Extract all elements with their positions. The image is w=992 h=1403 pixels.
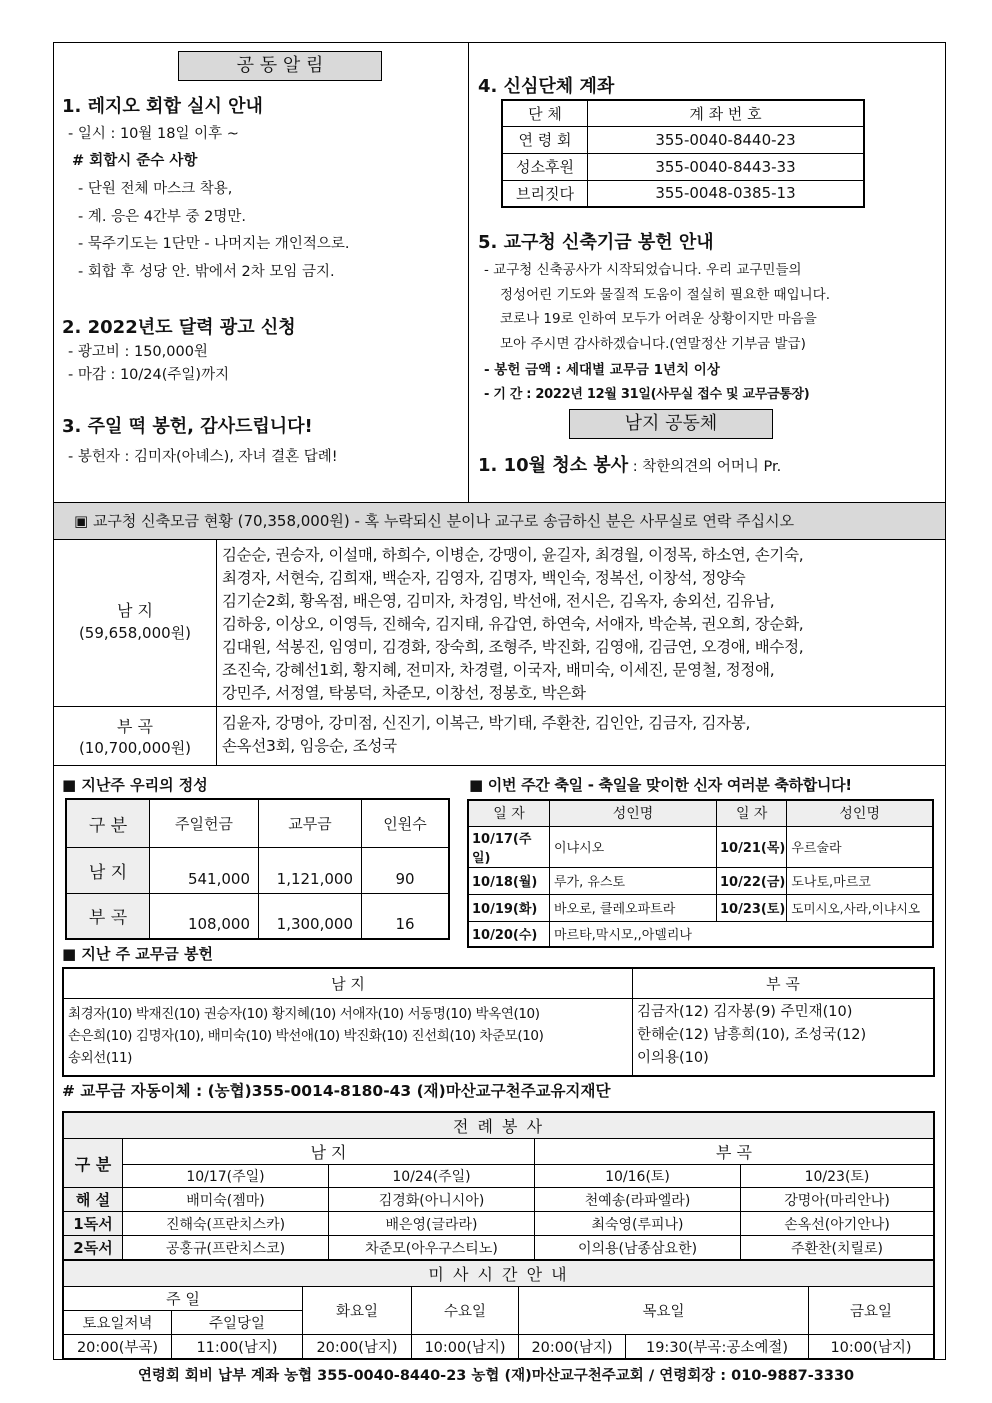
feast-header: 일 자	[468, 800, 550, 826]
offering-value: 1,121,000	[259, 847, 362, 893]
mass-time: 19:30(부곡:공소예절)	[626, 1335, 809, 1360]
regio-rule: - 묵주기도는 1단만 - 나머지는 개인적으로.	[78, 236, 350, 252]
liturgy-server: 공홍규(프란치스코)	[123, 1236, 329, 1261]
feast-saint: 우르술라	[787, 826, 933, 867]
donor-line: 김대원, 석봉진, 임영미, 김경화, 장숙희, 조형주, 박진화, 김영애, 김금연, 오경애, 배수정,	[222, 638, 804, 656]
regio-heading: 1. 레지오 회합 실시 안내	[62, 96, 263, 117]
donor-line: 강민주, 서정열, 탁봉덕, 차준모, 이창선, 정봉호, 박은화	[222, 684, 586, 702]
liturgy-namji: 남 지	[123, 1139, 535, 1165]
tithe-line: 송외선(11)	[68, 1049, 133, 1066]
feast-header: 성인명	[550, 800, 717, 826]
liturgy-title: 전 례 봉 사	[63, 1112, 934, 1139]
liturgy-server: 이의용(남종삼요한)	[535, 1236, 741, 1261]
account-group: 브리짓다	[502, 180, 588, 207]
tithe-line: 김금자(12) 김자봉(9) 주민재(10)	[637, 1003, 853, 1020]
notice-title: 공 동 알 림	[178, 51, 382, 81]
feast-saint: 마르타,막시모,,아델리나	[550, 921, 934, 947]
tithe-header: 부 곡	[633, 968, 935, 998]
liturgy-server: 김경화(아니시아)	[329, 1188, 535, 1212]
rice-cake-donor: - 봉헌자 : 김미자(아녜스), 자녀 결혼 답례!	[68, 449, 338, 465]
fund-line: - 교구청 신축공사가 시작되었습니다. 우리 교구민들의	[484, 262, 802, 278]
offering-header: 교무금	[259, 799, 362, 847]
liturgy-server: 최숙영(루피나)	[535, 1212, 741, 1236]
mass-tue: 화요일	[303, 1287, 412, 1335]
mass-time: 10:00(남지)	[809, 1335, 935, 1360]
calendar-heading: 2. 2022년도 달력 광고 신청	[62, 317, 296, 338]
donor-divider	[216, 539, 217, 765]
liturgy-server: 배은영(글라라)	[329, 1212, 535, 1236]
tithe-bugok-list	[633, 998, 935, 1076]
regio-rule: - 회합 후 성당 안. 밖에서 2차 모임 금지.	[78, 264, 335, 280]
accounts-table	[501, 99, 865, 208]
bugok-donor-list	[222, 712, 942, 758]
mass-time: 20:00(부곡)	[63, 1335, 172, 1360]
feast-date: 10/23(토)	[717, 894, 787, 921]
account-group: 연 령 회	[502, 126, 588, 153]
section-rule	[53, 539, 946, 540]
liturgy-role: 2독서	[63, 1236, 123, 1261]
liturgy-role: 1독서	[63, 1212, 123, 1236]
feast-table	[467, 799, 934, 948]
tithe-line: 최경자(10) 박재진(10) 권승자(10) 황지혜(10) 서애자(10) 서동명(10) 박옥연(10)	[68, 1005, 540, 1022]
mass-fri: 금요일	[809, 1287, 935, 1335]
liturgy-server: 주환찬(치릴로)	[741, 1236, 935, 1261]
mass-time: 20:00(남지)	[519, 1335, 626, 1360]
namji-label: 남 지	[117, 601, 153, 620]
fund-amount: - 봉헌 금액 : 세대별 교무금 1년치 이상	[484, 362, 720, 378]
calendar-fee: - 광고비 : 150,000원	[68, 344, 208, 360]
feast-date: 10/19(화)	[468, 894, 550, 921]
community-title: 남지 공동체	[569, 409, 773, 439]
mass-title: 미 사 시 간 안 내	[63, 1260, 934, 1287]
offering-group: 남 지	[66, 847, 150, 893]
account-number: 355-0048-0385-13	[588, 180, 865, 207]
tithe-line: 한해순(12) 남흥희(10), 조성국(12)	[637, 1026, 867, 1043]
regio-rule: - 단원 전체 마스크 착용,	[78, 181, 233, 197]
liturgy-date: 10/16(토)	[535, 1165, 741, 1188]
donor-line: 김기순2회, 황옥점, 배은영, 김미자, 차경임, 박선애, 전시은, 김옥자, 송외선, 김유남,	[222, 592, 775, 610]
column-divider	[468, 42, 469, 502]
feast-saint: 도미시오,사라,이냐시오	[787, 894, 933, 921]
offering-value: 108,000	[150, 893, 259, 939]
mass-time: 20:00(남지)	[303, 1335, 412, 1360]
section-rule	[53, 765, 946, 766]
donor-line: 김윤자, 강명아, 강미점, 신진기, 이복근, 박기태, 주환찬, 김인안, 김금자, 김자봉,	[222, 714, 751, 732]
accounts-header: 단 체	[502, 100, 588, 126]
account-group: 성소후원	[502, 153, 588, 180]
donor-line: 손옥선3회, 임응순, 조성국	[222, 737, 397, 755]
mass-table	[62, 1259, 935, 1360]
tithe-title: ■ 지난 주 교무금 봉헌	[62, 945, 213, 963]
namji-amount: (59,658,000원)	[78, 624, 192, 642]
offering-header: 인원수	[362, 799, 450, 847]
fund-line: 코로나 19로 인하여 모두가 어려운 상황이지만 마음을	[500, 311, 817, 327]
feast-saint: 도나토,마르코	[787, 867, 933, 894]
cleaning-label: 1. 10월 청소 봉사	[478, 455, 629, 476]
mass-time: 11:00(남지)	[172, 1335, 303, 1360]
liturgy-gubun: 구 분	[63, 1139, 123, 1188]
fund-period: - 기 간 : 2022년 12월 31일(사무실 접수 및 교무금통장)	[484, 387, 810, 402]
accounts-heading: 4. 신심단체 계좌	[478, 76, 615, 97]
mass-sunday: 주 일	[63, 1287, 303, 1311]
building-banner: ▣ 교구청 신축모금 현황 (70,358,000원) - 혹 누락되신 분이나 교구로 송금하신 분은 사무실로 연락 주십시오	[54, 503, 945, 539]
donor-line: 조진숙, 강혜선1회, 황지혜, 전미자, 차경렬, 이국자, 배미숙, 이세진, 문영철, 정정애,	[222, 661, 775, 679]
liturgy-role: 해 설	[63, 1188, 123, 1212]
namji-donor-list	[222, 544, 942, 705]
liturgy-date: 10/17(주일)	[123, 1165, 329, 1188]
tithe-line: 손은희(10) 김명자(10), 배미숙(10) 박선애(10) 박진화(10) 진선희(10) 차준모(10)	[68, 1027, 544, 1044]
liturgy-server: 배미숙(젬마)	[123, 1188, 329, 1212]
liturgy-server: 강명아(마리안나)	[741, 1188, 935, 1212]
offering-value: 90	[362, 847, 450, 893]
mass-sun-day: 주일당일	[172, 1311, 303, 1335]
feast-date: 10/17(주일)	[468, 826, 550, 867]
donor-line: 김하웅, 이상오, 이영득, 진해숙, 김지태, 유갑연, 하연숙, 서애자, 박순복, 권오희, 장순화,	[222, 615, 804, 633]
cleaning-service	[478, 451, 781, 477]
regio-rule: - 계. 응은 4간부 중 2명만.	[78, 209, 247, 225]
offering-value: 541,000	[150, 847, 259, 893]
feast-saint: 이냐시오	[550, 826, 717, 867]
account-number: 355-0040-8440-23	[588, 126, 865, 153]
tithe-table	[62, 967, 935, 1077]
mass-sat-eve: 토요일저녁	[63, 1311, 172, 1335]
bugok-label: 부 곡	[117, 717, 153, 736]
fund-line: 정성어린 기도와 물질적 도움이 절실히 필요한 때입니다.	[500, 287, 830, 303]
liturgy-server: 진해숙(프란치스카)	[123, 1212, 329, 1236]
offering-title: ■ 지난주 우리의 정성	[62, 776, 208, 794]
feast-date: 10/20(수)	[468, 921, 550, 947]
feast-header: 일 자	[717, 800, 787, 826]
liturgy-date: 10/24(주일)	[329, 1165, 535, 1188]
mass-wed: 수요일	[412, 1287, 519, 1335]
donor-line: 최경자, 서현숙, 김희재, 백순자, 김영자, 김명자, 백인숙, 정복선, 이창석, 정양숙	[222, 569, 746, 587]
feast-saint: 루가, 유스토	[550, 867, 717, 894]
offering-header: 구 분	[66, 799, 150, 847]
feast-date: 10/21(목)	[717, 826, 787, 867]
regio-sub: # 회합시 준수 사항	[72, 153, 198, 169]
regio-date: - 일시 : 10월 18일 이후 ~	[68, 126, 239, 142]
accounts-header: 계 좌 번 호	[588, 100, 865, 126]
liturgy-table	[62, 1111, 935, 1261]
calendar-deadline: - 마감 : 10/24(주일)까지	[68, 367, 230, 383]
footer: 연령회 회비 납부 계좌 농협 355-0040-8440-23 농협 (재)마산교구천주교회 / 연령회장 : 010-9887-3330	[137, 1368, 855, 1384]
liturgy-bugok: 부 곡	[535, 1139, 935, 1165]
fund-heading: 5. 교구청 신축기금 봉헌 안내	[478, 232, 714, 253]
liturgy-server: 차준모(아우구스티노)	[329, 1236, 535, 1261]
offering-value: 1,300,000	[259, 893, 362, 939]
offering-group: 부 곡	[66, 893, 150, 939]
account-number: 355-0040-8443-33	[588, 153, 865, 180]
offering-value: 16	[362, 893, 450, 939]
tithe-line: 이의용(10)	[637, 1049, 709, 1066]
tithe-auto-transfer: # 교무금 자동이체 : (농협)355-0014-8180-43 (재)마산교구천주교유지재단	[62, 1082, 611, 1100]
feast-title: ■ 이번 주간 축일 - 축일을 맞이한 신자 여러분 축하합니다!	[469, 776, 852, 794]
section-rule	[53, 706, 946, 707]
liturgy-date: 10/23(토)	[741, 1165, 935, 1188]
tithe-header: 남 지	[63, 968, 633, 998]
mass-time: 10:00(남지)	[412, 1335, 519, 1360]
liturgy-server: 손옥선(아기안나)	[741, 1212, 935, 1236]
tithe-namji-list	[63, 998, 633, 1076]
liturgy-server: 천예송(라파엘라)	[535, 1188, 741, 1212]
cleaning-value: : 착한의견의 어머니 Pr.	[628, 459, 782, 475]
feast-saint: 바오로, 클레오파트라	[550, 894, 717, 921]
offering-table	[65, 798, 450, 940]
mass-thu: 목요일	[519, 1287, 809, 1335]
rice-cake-heading: 3. 주일 떡 봉헌, 감사드립니다!	[62, 416, 313, 437]
fund-line: 모아 주시면 감사하겠습니다.(연말정산 기부금 발급)	[500, 336, 806, 352]
bugok-amount: (10,700,000원)	[78, 739, 192, 757]
feast-date: 10/22(금)	[717, 867, 787, 894]
feast-header: 성인명	[787, 800, 933, 826]
donor-line: 김순순, 권승자, 이설매, 하희수, 이병순, 강맹이, 윤길자, 최경월, 이정목, 하소연, 손기숙,	[222, 546, 804, 564]
feast-date: 10/18(월)	[468, 867, 550, 894]
offering-header: 주일헌금	[150, 799, 259, 847]
